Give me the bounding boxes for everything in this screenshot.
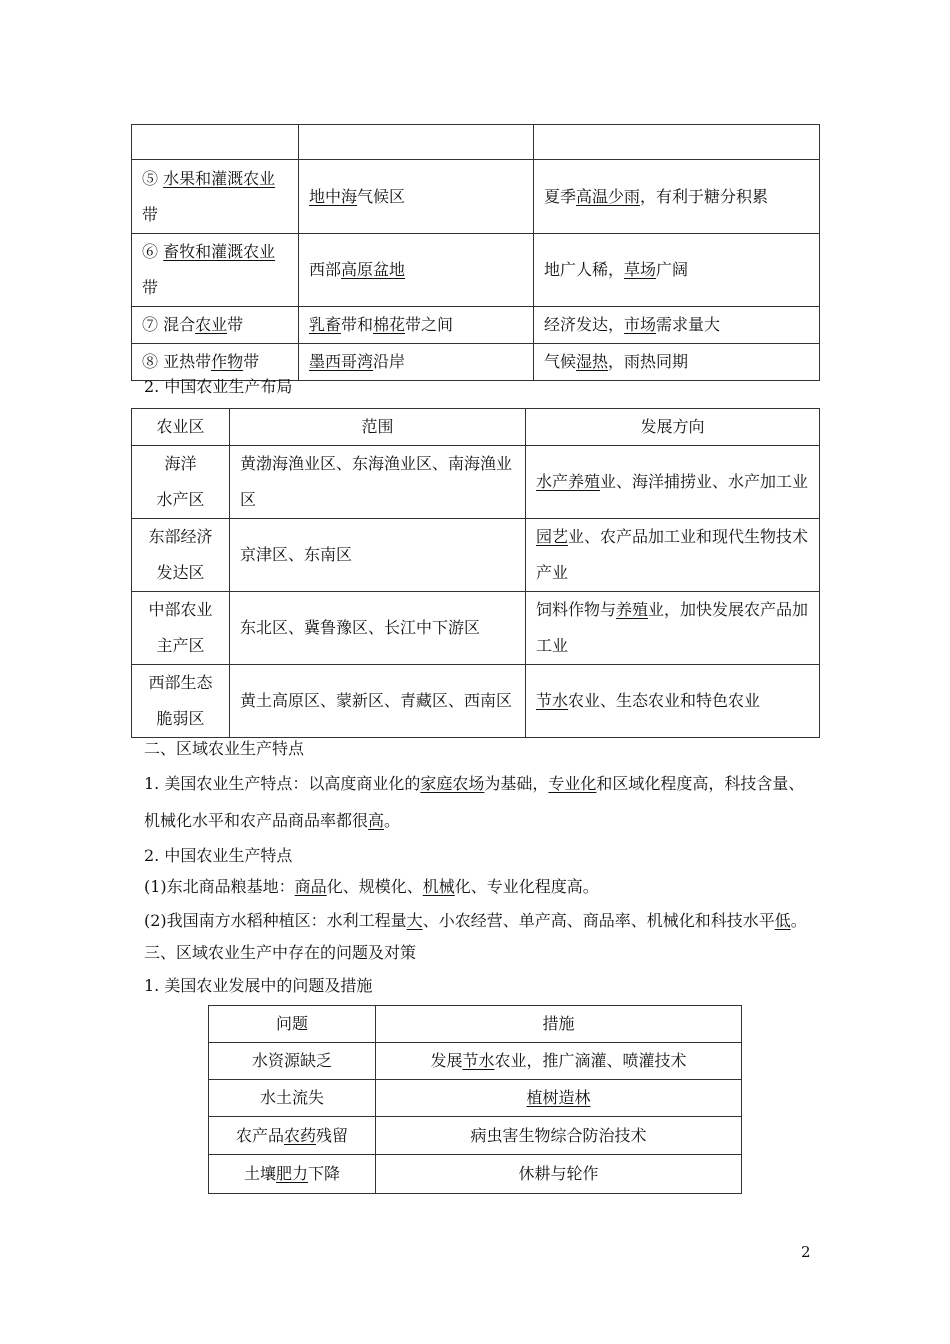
china-agri-layout-table bbox=[131, 408, 820, 738]
table-header-row bbox=[209, 1006, 742, 1043]
paragraph: 1. 美国农业发展中的问题及措施 bbox=[144, 976, 373, 995]
table-cell bbox=[299, 125, 534, 160]
table-row bbox=[209, 1155, 742, 1194]
region-cell: 东部经济 发达区 bbox=[132, 519, 230, 592]
table-row bbox=[132, 446, 820, 519]
condition-cell: 气候湿热，雨热同期 bbox=[534, 344, 820, 381]
section-heading: 二、区域农业生产特点 bbox=[144, 739, 305, 758]
table-row bbox=[132, 592, 820, 665]
paragraph: (2)我国南方水稻种植区：水利工程量大、小农经营、单产高、商品率、机械化和科技水平低。 bbox=[144, 911, 807, 930]
problem-cell: 水土流失 bbox=[209, 1080, 376, 1117]
problem-cell: 土壤肥力下降 bbox=[209, 1155, 376, 1194]
region-cell: 海洋 水产区 bbox=[132, 446, 230, 519]
condition-cell: 夏季高温少雨，有利于糖分积累 bbox=[534, 160, 820, 234]
paragraph: 1. 美国农业生产特点：以高度商业化的家庭农场为基础，专业化和区域化程度高，科技含量、 bbox=[144, 774, 805, 793]
table-row bbox=[132, 307, 820, 344]
measure-cell: 休耕与轮作 bbox=[376, 1155, 742, 1194]
paragraph: 2. 中国农业生产特点 bbox=[144, 846, 293, 865]
location-cell: 墨西哥湾沿岸 bbox=[299, 344, 534, 381]
measure-cell: 发展节水农业，推广滴灌、喷灌技术 bbox=[376, 1043, 742, 1080]
table-cell bbox=[534, 125, 820, 160]
header-direction: 发展方向 bbox=[526, 409, 820, 446]
problem-cell: 水资源缺乏 bbox=[209, 1043, 376, 1080]
condition-cell: 经济发达，市场需求量大 bbox=[534, 307, 820, 344]
table-header-row bbox=[132, 409, 820, 446]
section-heading: 2. 中国农业生产布局 bbox=[144, 377, 293, 396]
header-problem: 问题 bbox=[209, 1006, 376, 1043]
table-row bbox=[132, 160, 820, 234]
location-cell: 地中海气候区 bbox=[299, 160, 534, 234]
paragraph: (1)东北商品粮基地：商品化、规模化、机械化、专业化程度高。 bbox=[144, 877, 599, 896]
belt-name-cell: ⑥ 畜牧和灌溉农业带 bbox=[132, 234, 299, 307]
table-row bbox=[132, 519, 820, 592]
problem-cell: 农产品农药残留 bbox=[209, 1117, 376, 1155]
header-region: 农业区 bbox=[132, 409, 230, 446]
direction-cell: 水产养殖业、海洋捕捞业、水产加工业 bbox=[526, 446, 820, 519]
measure-cell: 植树造林 bbox=[376, 1080, 742, 1117]
region-cell: 西部生态 脆弱区 bbox=[132, 665, 230, 738]
header-measure: 措施 bbox=[376, 1006, 742, 1043]
scope-cell: 京津区、东南区 bbox=[230, 519, 526, 592]
condition-cell: 地广人稀，草场广阔 bbox=[534, 234, 820, 307]
table-row bbox=[132, 125, 820, 160]
table-row bbox=[132, 234, 820, 307]
page-number: 2 bbox=[801, 1243, 811, 1261]
belt-name-cell: ⑦ 混合农业带 bbox=[132, 307, 299, 344]
direction-cell: 节水农业、生态农业和特色农业 bbox=[526, 665, 820, 738]
scope-cell: 东北区、冀鲁豫区、长江中下游区 bbox=[230, 592, 526, 665]
location-cell: 乳畜带和棉花带之间 bbox=[299, 307, 534, 344]
paragraph: 机械化水平和农产品商品率都很高。 bbox=[144, 811, 401, 830]
header-scope: 范围 bbox=[230, 409, 526, 446]
table-row bbox=[209, 1043, 742, 1080]
direction-cell: 园艺业、农产品加工业和现代生物技术产业 bbox=[526, 519, 820, 592]
measure-cell: 病虫害生物综合防治技术 bbox=[376, 1117, 742, 1155]
us-problems-table bbox=[208, 1005, 742, 1194]
table-row bbox=[209, 1117, 742, 1155]
belt-name-cell: ⑧ 亚热带作物带 bbox=[132, 344, 299, 381]
location-cell: 西部高原盆地 bbox=[299, 234, 534, 307]
us-agri-belts-table bbox=[131, 124, 820, 381]
section-heading: 三、区域农业生产中存在的问题及对策 bbox=[144, 943, 417, 962]
scope-cell: 黄渤海渔业区、东海渔业区、南海渔业区 bbox=[230, 446, 526, 519]
table-row bbox=[132, 665, 820, 738]
direction-cell: 饲料作物与养殖业，加快发展农产品加工业 bbox=[526, 592, 820, 665]
table-cell bbox=[132, 125, 299, 160]
belt-name-cell: ⑤ 水果和灌溉农业带 bbox=[132, 160, 299, 234]
region-cell: 中部农业 主产区 bbox=[132, 592, 230, 665]
table-row bbox=[209, 1080, 742, 1117]
scope-cell: 黄土高原区、蒙新区、青藏区、西南区 bbox=[230, 665, 526, 738]
